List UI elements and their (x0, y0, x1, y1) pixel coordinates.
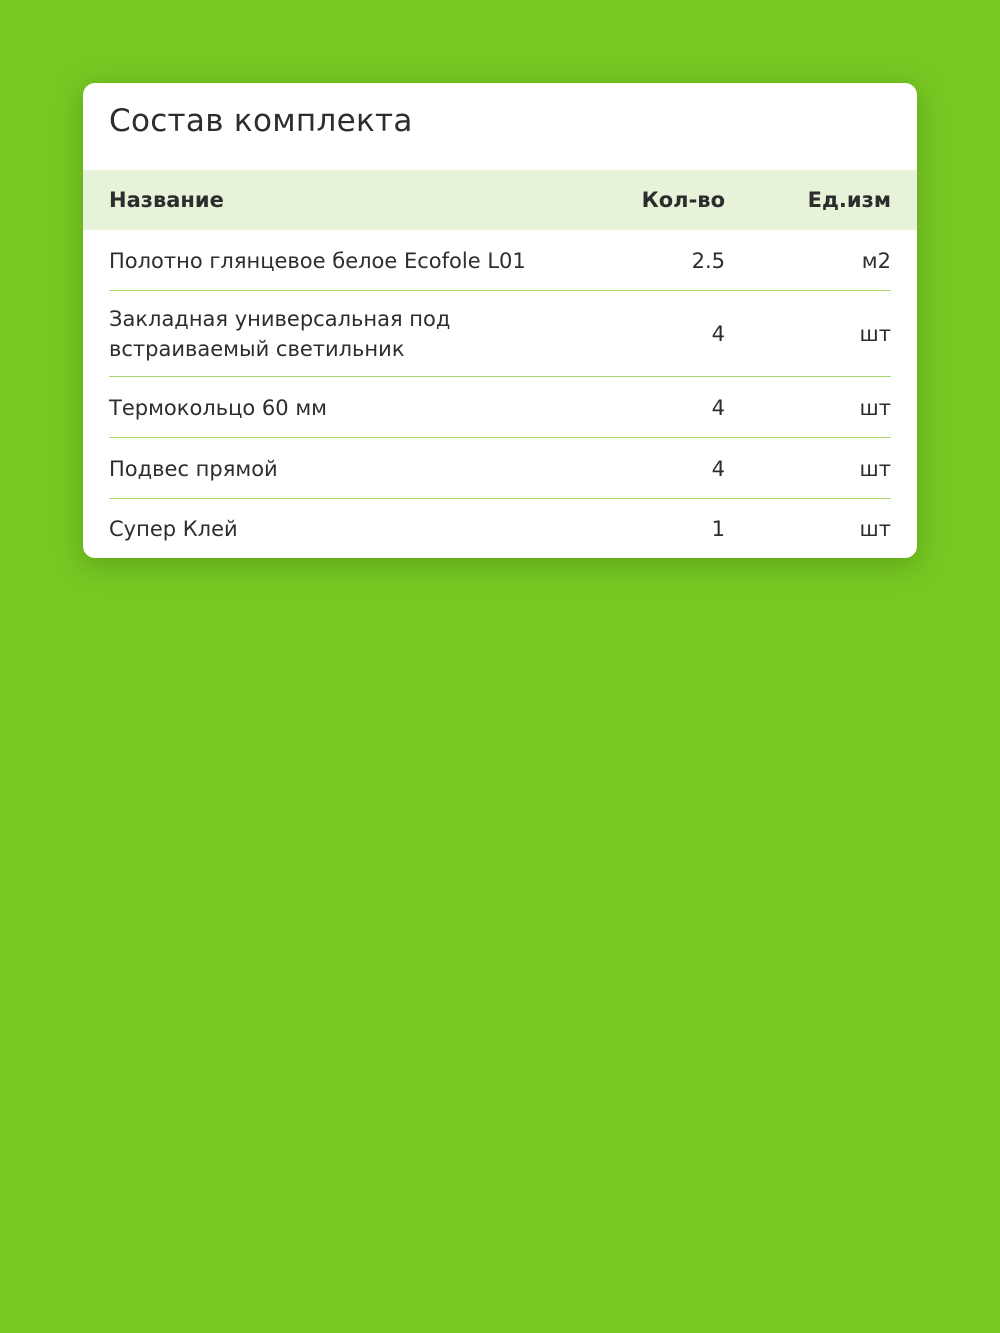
kit-contents-card (83, 83, 917, 558)
cell-name: Закладная универсальная под встраиваемый светильник (109, 307, 451, 361)
table-row (109, 230, 891, 291)
column-header-name: Название (109, 188, 224, 212)
cell-unit: шт (859, 456, 891, 481)
cell-qty: 4 (711, 456, 725, 481)
column-header-unit: Ед.изм (807, 188, 891, 212)
cell-unit: шт (859, 395, 891, 420)
table-row (109, 438, 891, 499)
card-title: Состав комплекта (109, 103, 413, 139)
table-row (109, 291, 891, 377)
cell-qty: 1 (711, 516, 725, 541)
column-header-qty: Кол-во (641, 188, 725, 212)
cell-name: Супер Клей (109, 516, 238, 541)
table-row (109, 499, 891, 558)
table-header (83, 170, 917, 230)
table-row (109, 377, 891, 438)
cell-qty: 4 (711, 322, 725, 346)
cell-name: Термокольцо 60 мм (109, 395, 327, 420)
cell-unit: м2 (861, 248, 891, 273)
cell-unit: шт (859, 516, 891, 541)
cell-qty: 4 (711, 395, 725, 420)
cell-name: Полотно глянцевое белое Ecofole L01 (109, 248, 526, 273)
cell-qty: 2.5 (691, 248, 725, 273)
cell-unit: шт (859, 322, 891, 346)
cell-name: Подвес прямой (109, 456, 278, 481)
